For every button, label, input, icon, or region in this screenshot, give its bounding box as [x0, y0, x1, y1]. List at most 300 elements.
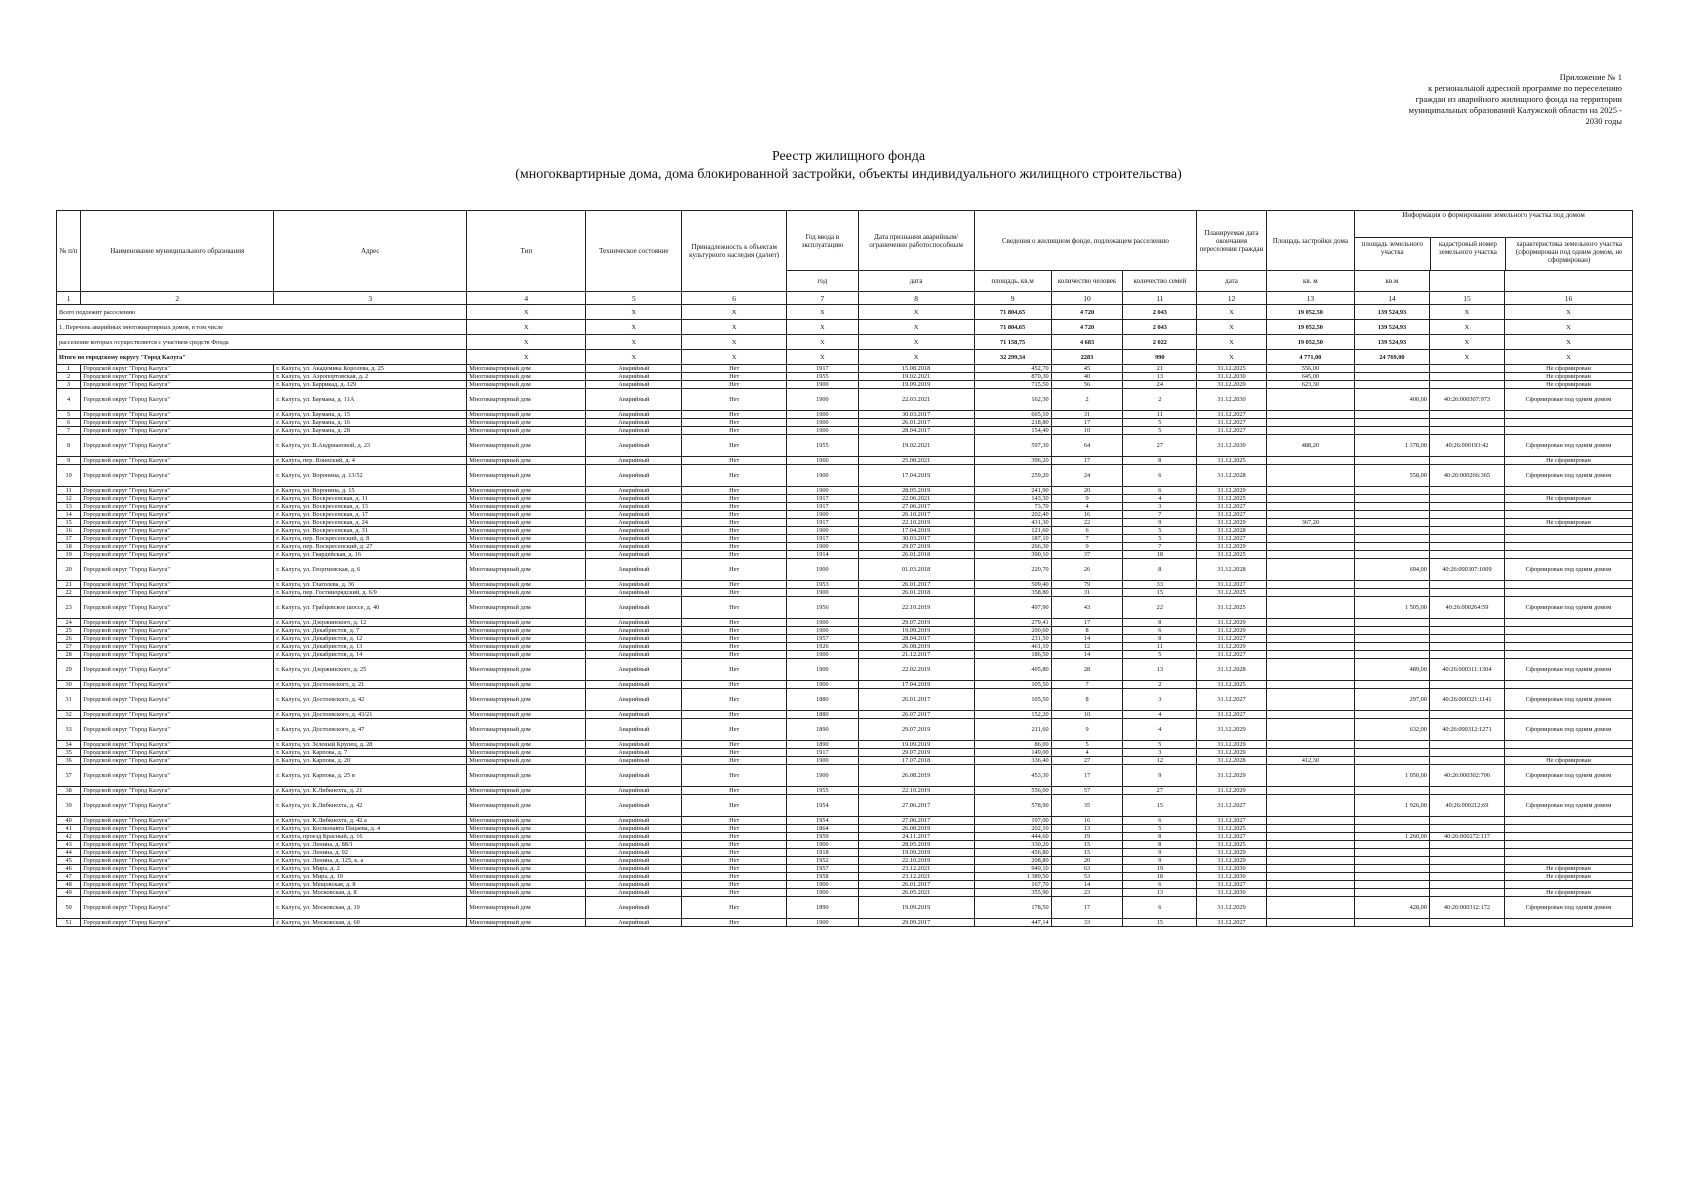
totals-value: X: [1504, 305, 1632, 320]
column-number: 15: [1429, 292, 1504, 305]
totals-value: X: [858, 305, 974, 320]
cadastral-number-cell: [1429, 511, 1504, 519]
planned-date-cell: 31.12.2027: [1197, 411, 1266, 419]
header-year: год: [787, 271, 859, 292]
people-cell: 28: [1051, 659, 1123, 681]
emergency-date-cell: 29.07.2019: [858, 719, 974, 741]
emergency-date-cell: 26.01.2018: [858, 551, 974, 559]
totals-value: 2 043: [1123, 305, 1197, 320]
people-cell: 26: [1051, 559, 1123, 581]
planned-date-cell: 31.12.2030: [1197, 435, 1266, 457]
year-cell: 1956: [787, 597, 859, 619]
emergency-date-cell: 22.03.2021: [858, 389, 974, 411]
building-area-cell: [1266, 825, 1354, 833]
land-characteristic-cell: [1504, 543, 1632, 551]
year-cell: 1900: [787, 527, 859, 535]
families-cell: 15: [1123, 919, 1197, 927]
column-number: 6: [682, 292, 787, 305]
area-cell: 447,14: [974, 919, 1051, 927]
condition-cell: Аварийный: [586, 373, 682, 381]
heritage-cell: Нет: [682, 817, 787, 825]
municipality-cell: Городской округ "Город Калуга": [81, 765, 274, 787]
emergency-date-cell: 26.01.2017: [858, 581, 974, 589]
condition-cell: Аварийный: [586, 689, 682, 711]
emergency-date-cell: 21.12.2017: [858, 651, 974, 659]
planned-date-cell: 31.12.2025: [1197, 589, 1266, 597]
land-characteristic-cell: [1504, 503, 1632, 511]
municipality-cell: Городской округ "Город Калуга": [81, 589, 274, 597]
heritage-cell: Нет: [682, 411, 787, 419]
row-number: 11: [57, 487, 81, 495]
families-cell: 11: [1123, 411, 1197, 419]
type-cell: Многоквартирный дом: [467, 365, 586, 373]
emergency-date-cell: 24.11.2017: [858, 833, 974, 841]
totals-value: 19 052,50: [1266, 320, 1354, 335]
families-cell: 8: [1123, 841, 1197, 849]
totals-value: X: [1197, 320, 1266, 335]
land-characteristic-cell: Сформирован под одним домом: [1504, 389, 1632, 411]
header-people: количество человек: [1051, 271, 1123, 292]
families-cell: 11: [1123, 643, 1197, 651]
totals-row: [57, 350, 1633, 365]
condition-cell: Аварийный: [586, 841, 682, 849]
totals-value: X: [586, 335, 682, 350]
year-cell: 1900: [787, 543, 859, 551]
header-cadastral: кадастровый номер земельного участка: [1431, 238, 1507, 270]
year-cell: 1926: [787, 643, 859, 651]
land-characteristic-cell: [1504, 527, 1632, 535]
families-cell: 8: [1123, 833, 1197, 841]
row-number: 39: [57, 795, 81, 817]
heritage-cell: Нет: [682, 865, 787, 873]
building-area-cell: [1266, 589, 1354, 597]
families-cell: 27: [1123, 435, 1197, 457]
planned-date-cell: 31.12.2029: [1197, 627, 1266, 635]
cadastral-number-cell: [1429, 681, 1504, 689]
emergency-date-cell: 26.01.2017: [858, 881, 974, 889]
emergency-date-cell: 27.06.2017: [858, 503, 974, 511]
housing-registry-table: [56, 210, 1633, 927]
type-cell: Многоквартирный дом: [467, 487, 586, 495]
cadastral-number-cell: [1429, 741, 1504, 749]
type-cell: Многоквартирный дом: [467, 795, 586, 817]
type-cell: Многоквартирный дом: [467, 435, 586, 457]
families-cell: 5: [1123, 419, 1197, 427]
land-characteristic-cell: Не сформирован: [1504, 873, 1632, 881]
land-area-cell: [1354, 487, 1429, 495]
emergency-date-cell: 19.02.2021: [858, 373, 974, 381]
table-row: [57, 681, 1633, 689]
municipality-cell: Городской округ "Город Калуга": [81, 381, 274, 389]
people-cell: 8: [1051, 689, 1123, 711]
cadastral-number-cell: [1429, 619, 1504, 627]
row-number: 37: [57, 765, 81, 787]
municipality-cell: Городской округ "Город Калуга": [81, 487, 274, 495]
table-row: [57, 889, 1633, 897]
address-cell: г. Калуга, ул. К.Либкнехта, д. 42: [274, 795, 467, 817]
planned-date-cell: 31.12.2029: [1197, 719, 1266, 741]
table-row: [57, 659, 1633, 681]
families-cell: 9: [1123, 519, 1197, 527]
area-cell: 143,30: [974, 495, 1051, 503]
area-cell: 355,90: [974, 889, 1051, 897]
cadastral-number-cell: 40:26:000264:59: [1429, 597, 1504, 619]
address-cell: г. Калуга, ул. Московская, д. 8: [274, 889, 467, 897]
table-row: [57, 627, 1633, 635]
table-row: [57, 841, 1633, 849]
area-cell: 73,70: [974, 503, 1051, 511]
municipality-cell: Городской округ "Город Калуга": [81, 897, 274, 919]
emergency-date-cell: 29.07.2019: [858, 543, 974, 551]
emergency-date-cell: 26.10.2017: [858, 511, 974, 519]
heritage-cell: Нет: [682, 681, 787, 689]
people-cell: 16: [1051, 817, 1123, 825]
planned-date-cell: 31.12.2029: [1197, 381, 1266, 389]
heritage-cell: Нет: [682, 543, 787, 551]
families-cell: 27: [1123, 787, 1197, 795]
condition-cell: Аварийный: [586, 719, 682, 741]
totals-value: X: [858, 320, 974, 335]
year-cell: 1900: [787, 465, 859, 487]
families-cell: 4: [1123, 719, 1197, 741]
land-characteristic-cell: [1504, 535, 1632, 543]
people-cell: 27: [1051, 757, 1123, 765]
condition-cell: Аварийный: [586, 865, 682, 873]
building-area-cell: [1266, 597, 1354, 619]
row-number: 35: [57, 749, 81, 757]
row-number: 20: [57, 559, 81, 581]
emergency-date-cell: 25.08.2021: [858, 457, 974, 465]
table-row: [57, 543, 1633, 551]
cadastral-number-cell: 40:26:000321:1141: [1429, 689, 1504, 711]
land-characteristic-cell: Сформирован под одним домом: [1504, 559, 1632, 581]
row-number: 1: [57, 365, 81, 373]
row-number: 36: [57, 757, 81, 765]
area-cell: 86,00: [974, 741, 1051, 749]
condition-cell: Аварийный: [586, 849, 682, 857]
type-cell: Многоквартирный дом: [467, 551, 586, 559]
address-cell: г. Калуга, ул. Гвардейская, д. 16: [274, 551, 467, 559]
building-area-cell: [1266, 817, 1354, 825]
heritage-cell: Нет: [682, 581, 787, 589]
year-cell: 1960: [787, 457, 859, 465]
document-subtitle: (многоквартирные дома, дома блокированной застройки, объекты индивидуального жилищного строительства): [515, 167, 1182, 182]
type-cell: Многоквартирный дом: [467, 465, 586, 487]
land-characteristic-cell: Сформирован под одним домом: [1504, 659, 1632, 681]
table-row: [57, 787, 1633, 795]
condition-cell: Аварийный: [586, 857, 682, 865]
cadastral-number-cell: [1429, 535, 1504, 543]
building-area-cell: [1266, 411, 1354, 419]
people-cell: 57: [1051, 787, 1123, 795]
people-cell: 56: [1051, 381, 1123, 389]
header-emergency-group: Дата признания аварийным/ограниченно работоспособным: [858, 211, 974, 271]
area-cell: 187,10: [974, 535, 1051, 543]
cadastral-number-cell: [1429, 635, 1504, 643]
planned-date-cell: 31.12.2025: [1197, 681, 1266, 689]
cadastral-number-cell: [1429, 651, 1504, 659]
people-cell: 8: [1051, 627, 1123, 635]
land-characteristic-cell: [1504, 817, 1632, 825]
planned-date-cell: 31.12.2027: [1197, 833, 1266, 841]
families-cell: 15: [1123, 589, 1197, 597]
column-number: 4: [467, 292, 586, 305]
table-row: [57, 427, 1633, 435]
heritage-cell: Нет: [682, 873, 787, 881]
appendix-line: к региональной адресной программе по переселению: [1428, 83, 1622, 93]
land-characteristic-cell: [1504, 589, 1632, 597]
cadastral-number-cell: [1429, 495, 1504, 503]
heritage-cell: Нет: [682, 741, 787, 749]
table-row: [57, 435, 1633, 457]
area-cell: 330,20: [974, 841, 1051, 849]
row-number: 6: [57, 419, 81, 427]
area-cell: 200,60: [974, 627, 1051, 635]
land-area-cell: 489,00: [1354, 659, 1429, 681]
area-cell: 162,30: [974, 389, 1051, 411]
area-cell: 456,80: [974, 849, 1051, 857]
heritage-cell: Нет: [682, 627, 787, 635]
land-characteristic-cell: [1504, 643, 1632, 651]
land-characteristic-cell: Сформирован под одним домом: [1504, 465, 1632, 487]
municipality-cell: Городской округ "Город Калуга": [81, 619, 274, 627]
land-area-cell: [1354, 635, 1429, 643]
totals-value: 19 052,50: [1266, 305, 1354, 320]
families-cell: 6: [1123, 465, 1197, 487]
type-cell: Многоквартирный дом: [467, 597, 586, 619]
people-cell: 63: [1051, 865, 1123, 873]
heritage-cell: Нет: [682, 511, 787, 519]
condition-cell: Аварийный: [586, 651, 682, 659]
row-number: 29: [57, 659, 81, 681]
totals-value: X: [787, 335, 859, 350]
area-cell: 208,80: [974, 857, 1051, 865]
land-area-cell: [1354, 365, 1429, 373]
totals-value: X: [1504, 350, 1632, 365]
municipality-cell: Городской округ "Город Калуга": [81, 597, 274, 619]
cadastral-number-cell: [1429, 711, 1504, 719]
planned-date-cell: 31.12.2029: [1197, 787, 1266, 795]
row-number: 32: [57, 711, 81, 719]
area-cell: 453,30: [974, 765, 1051, 787]
type-cell: Многоквартирный дом: [467, 881, 586, 889]
planned-date-cell: 31.12.2027: [1197, 795, 1266, 817]
municipality-cell: Городской округ "Город Калуга": [81, 627, 274, 635]
type-cell: Многоквартирный дом: [467, 833, 586, 841]
area-cell: 405,80: [974, 659, 1051, 681]
municipality-cell: Городской округ "Город Калуга": [81, 833, 274, 841]
totals-label: Всего подлежит расселению: [57, 305, 467, 320]
year-cell: 1914: [787, 551, 859, 559]
totals-value: 71 158,75: [974, 335, 1051, 350]
type-cell: Многоквартирный дом: [467, 857, 586, 865]
year-cell: 1900: [787, 389, 859, 411]
area-cell: 178,50: [974, 897, 1051, 919]
condition-cell: Аварийный: [586, 527, 682, 535]
appendix-note: [1292, 72, 1622, 127]
municipality-cell: Городской округ "Город Калуга": [81, 581, 274, 589]
totals-value: X: [682, 350, 787, 365]
area-cell: 105,50: [974, 681, 1051, 689]
type-cell: Многоквартирный дом: [467, 627, 586, 635]
planned-date-cell: 31.12.2027: [1197, 711, 1266, 719]
area-cell: 497,90: [974, 597, 1051, 619]
land-characteristic-cell: Сформирован под одним домом: [1504, 435, 1632, 457]
people-cell: 40: [1051, 373, 1123, 381]
cadastral-number-cell: [1429, 411, 1504, 419]
land-area-cell: [1354, 865, 1429, 873]
header-type: Тип: [467, 211, 586, 292]
building-area-cell: [1266, 619, 1354, 627]
cadastral-number-cell: [1429, 551, 1504, 559]
totals-value: 71 804,65: [974, 320, 1051, 335]
row-number: 10: [57, 465, 81, 487]
land-characteristic-cell: [1504, 919, 1632, 927]
area-cell: 241,90: [974, 487, 1051, 495]
totals-value: X: [858, 350, 974, 365]
emergency-date-cell: 26.01.2017: [858, 689, 974, 711]
people-cell: 79: [1051, 581, 1123, 589]
heritage-cell: Нет: [682, 757, 787, 765]
heritage-cell: Нет: [682, 897, 787, 919]
emergency-date-cell: 22.06.2021: [858, 495, 974, 503]
people-cell: 4: [1051, 503, 1123, 511]
emergency-date-cell: 22.10.2019: [858, 787, 974, 795]
municipality-cell: Городской округ "Город Калуга": [81, 419, 274, 427]
families-cell: 5: [1123, 651, 1197, 659]
cadastral-number-cell: [1429, 873, 1504, 881]
type-cell: Многоквартирный дом: [467, 741, 586, 749]
address-cell: г. Калуга, ул. Воскресенская, д. 11: [274, 495, 467, 503]
address-cell: г. Калуга, ул. К.Либкнехта, д. 42 а: [274, 817, 467, 825]
condition-cell: Аварийный: [586, 787, 682, 795]
year-cell: 1955: [787, 787, 859, 795]
heritage-cell: Нет: [682, 559, 787, 581]
municipality-cell: Городской округ "Город Калуга": [81, 465, 274, 487]
totals-value: 4 720: [1051, 320, 1123, 335]
municipality-cell: Городской округ "Город Калуга": [81, 427, 274, 435]
heritage-cell: Нет: [682, 651, 787, 659]
address-cell: г. Калуга, ул. Мещовская, д. 8: [274, 881, 467, 889]
people-cell: 9: [1051, 543, 1123, 551]
table-row: [57, 381, 1633, 389]
area-cell: 259,20: [974, 465, 1051, 487]
heritage-cell: Нет: [682, 365, 787, 373]
people-cell: 19: [1051, 833, 1123, 841]
type-cell: Многоквартирный дом: [467, 559, 586, 581]
type-cell: Многоквартирный дом: [467, 897, 586, 919]
table-row: [57, 559, 1633, 581]
table-row: [57, 597, 1633, 619]
header-num: № п/п: [57, 211, 81, 292]
year-cell: 1890: [787, 741, 859, 749]
emergency-date-cell: 30.03.2017: [858, 411, 974, 419]
building-area-cell: [1266, 889, 1354, 897]
type-cell: Многоквартирный дом: [467, 865, 586, 873]
land-characteristic-cell: [1504, 825, 1632, 833]
area-cell: 211,60: [974, 719, 1051, 741]
address-cell: г. Калуга, ул. Воскресенская, д. 13: [274, 503, 467, 511]
cadastral-number-cell: 40:26:000212:69: [1429, 795, 1504, 817]
column-number: 7: [787, 292, 859, 305]
land-area-cell: [1354, 627, 1429, 635]
planned-date-cell: 31.12.2030: [1197, 373, 1266, 381]
address-cell: г. Калуга, ул. Грабцевское шоссе, д. 40: [274, 597, 467, 619]
planned-date-cell: 31.12.2030: [1197, 873, 1266, 881]
building-area-cell: [1266, 765, 1354, 787]
municipality-cell: Городской округ "Город Калуга": [81, 841, 274, 849]
totals-value: X: [858, 335, 974, 350]
row-number: 31: [57, 689, 81, 711]
type-cell: Многоквартирный дом: [467, 787, 586, 795]
land-area-cell: [1354, 651, 1429, 659]
totals-label: Итого по городскому округу "Город Калуга": [57, 350, 467, 365]
area-cell: 390,10: [974, 551, 1051, 559]
building-area-cell: 367,20: [1266, 519, 1354, 527]
year-cell: 1952: [787, 857, 859, 865]
land-area-cell: [1354, 741, 1429, 749]
emergency-date-cell: 01.03.2018: [858, 559, 974, 581]
address-cell: г. Калуга, ул. Московская, д. 19: [274, 897, 467, 919]
type-cell: Многоквартирный дом: [467, 457, 586, 465]
condition-cell: Аварийный: [586, 543, 682, 551]
land-area-cell: [1354, 757, 1429, 765]
people-cell: 53: [1051, 873, 1123, 881]
totals-row: [57, 320, 1633, 335]
row-number: 27: [57, 643, 81, 651]
building-area-cell: [1266, 749, 1354, 757]
type-cell: Многоквартирный дом: [467, 503, 586, 511]
header-year-group: Год ввода в эксплуатацию: [787, 211, 859, 271]
planned-date-cell: 31.12.2027: [1197, 635, 1266, 643]
type-cell: Многоквартирный дом: [467, 825, 586, 833]
cadastral-number-cell: [1429, 881, 1504, 889]
planned-date-cell: 31.12.2025: [1197, 365, 1266, 373]
area-cell: 358,80: [974, 589, 1051, 597]
table-row: [57, 689, 1633, 711]
families-cell: 5: [1123, 825, 1197, 833]
address-cell: г. Калуга, ул. Карпова, д. 25 в: [274, 765, 467, 787]
table-row: [57, 373, 1633, 381]
totals-value: 139 524,93: [1354, 335, 1429, 350]
row-number: 48: [57, 881, 81, 889]
heritage-cell: Нет: [682, 643, 787, 651]
address-cell: г. Калуга, ул. Воскресенская, д. 31: [274, 527, 467, 535]
planned-date-cell: 31.12.2029: [1197, 765, 1266, 787]
year-cell: 1955: [787, 373, 859, 381]
people-cell: 45: [1051, 365, 1123, 373]
emergency-date-cell: 26.08.2019: [858, 765, 974, 787]
land-characteristic-cell: Сформирован под одним домом: [1504, 795, 1632, 817]
planned-date-cell: 31.12.2027: [1197, 919, 1266, 927]
heritage-cell: Нет: [682, 765, 787, 787]
emergency-date-cell: 22.02.2019: [858, 659, 974, 681]
families-cell: 24: [1123, 381, 1197, 389]
row-number: 50: [57, 897, 81, 919]
header-planned-group: Планируемая дата окончания переселения граждан: [1197, 211, 1266, 271]
year-cell: 1958: [787, 873, 859, 881]
land-area-cell: [1354, 825, 1429, 833]
type-cell: Многоквартирный дом: [467, 411, 586, 419]
land-area-cell: [1354, 543, 1429, 551]
land-area-cell: [1354, 527, 1429, 535]
people-cell: 64: [1051, 435, 1123, 457]
condition-cell: Аварийный: [586, 833, 682, 841]
condition-cell: Аварийный: [586, 711, 682, 719]
land-area-cell: [1354, 749, 1429, 757]
building-area-cell: [1266, 795, 1354, 817]
families-cell: 13: [1123, 373, 1197, 381]
